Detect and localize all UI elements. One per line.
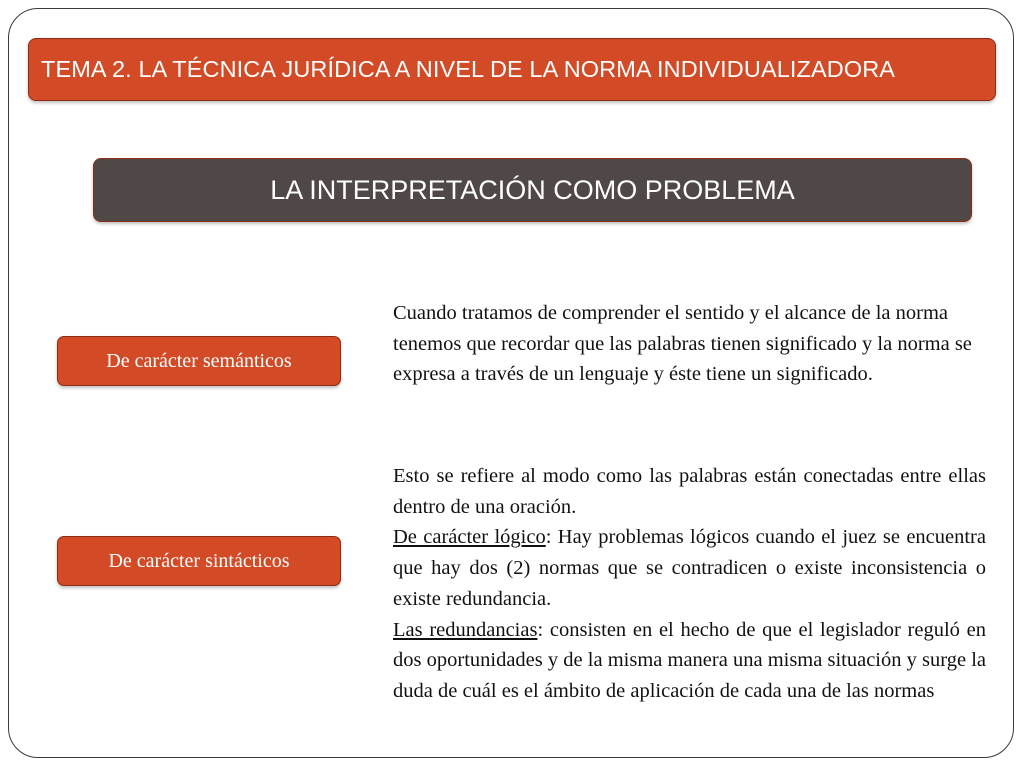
subtitle-bar (93, 158, 972, 222)
slide-title: TEMA 2. LA TÉCNICA JURÍDICA A NIVEL DE LA NORMA INDIVIDUALIZADORA (41, 56, 896, 82)
syntactic-description (393, 461, 986, 707)
semantic-category-button[interactable] (57, 336, 341, 386)
logical-term: De carácter lógico (393, 526, 546, 549)
title-bar (28, 38, 996, 101)
semantic-description (393, 298, 986, 390)
slide-subtitle: LA INTERPRETACIÓN COMO PROBLEMA (270, 174, 795, 205)
semantic-paragraph: Cuando tratamos de comprender el sentido y el alcance de la norma tenemos que recordar que las palabras tienen significado y la norma se expresa a través de un lenguaje y éste tiene un significado. (393, 302, 972, 386)
logical-paragraph (393, 522, 986, 614)
syntactic-intro-paragraph: Esto se refiere al modo como las palabras están conectadas entre ellas dentro de una oración. (393, 465, 986, 518)
syntactic-category-button[interactable] (57, 536, 341, 586)
logical-text: : Hay problemas lógicos cuando el juez se encuentra que hay dos (2) normas que se contradicen o existe inconsistencia o existe redundancia. (393, 526, 986, 610)
redundancy-paragraph (393, 615, 986, 707)
redundancy-text: : consisten en el hecho de que el legislador reguló en dos oportunidades y de la misma manera una misma situación y surge la duda de cuál es el ámbito de aplicación de cada una de las normas (393, 618, 986, 702)
redundancy-term: Las redundancias (393, 618, 538, 641)
semantic-category-label: De carácter semánticos (106, 349, 292, 372)
syntactic-category-label: De carácter sintácticos (108, 549, 290, 572)
